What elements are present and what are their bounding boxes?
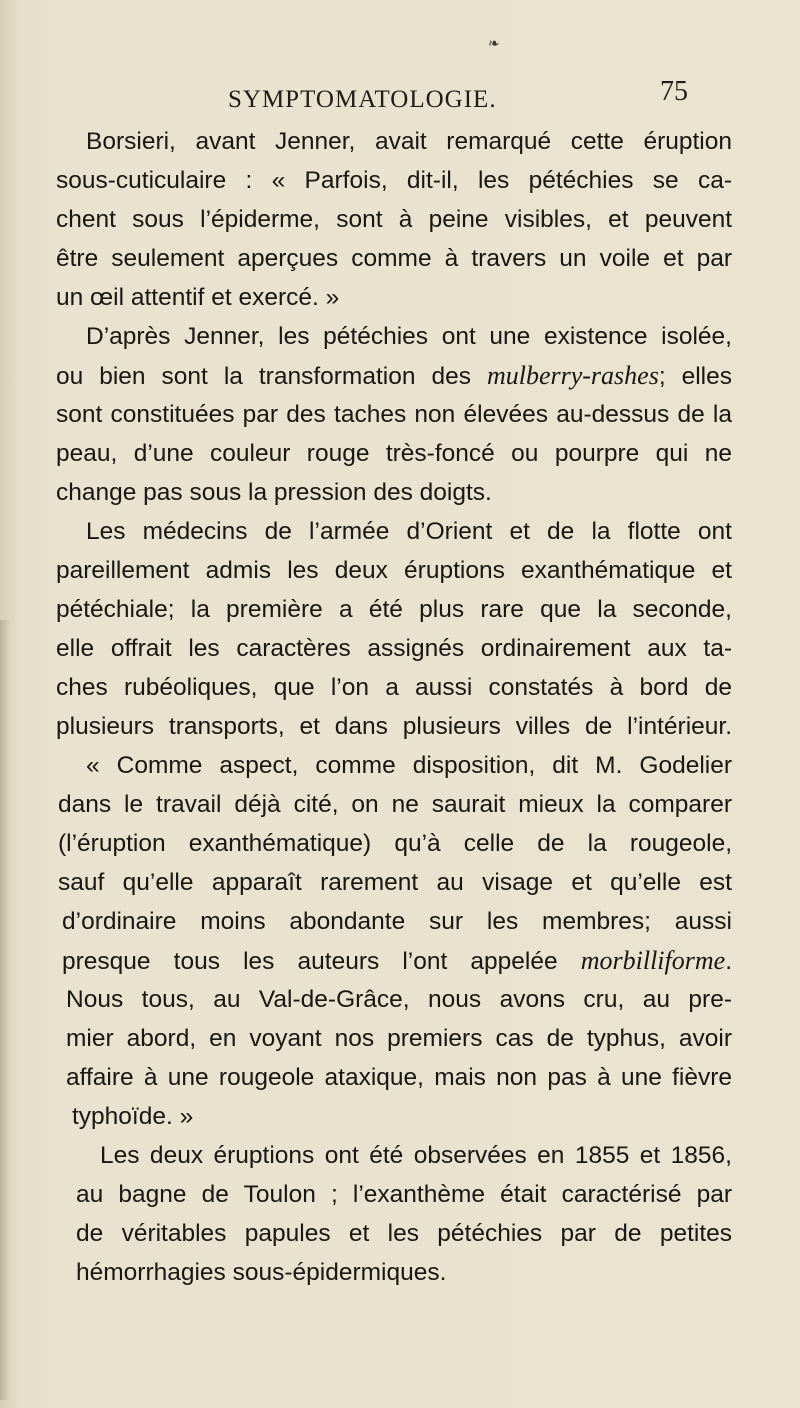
running-head: SYMPTOMATOLOGIE.: [228, 86, 497, 113]
text-line: hémorrhagies sous-épidermiques.: [76, 1259, 447, 1286]
text-fragment: .: [725, 948, 732, 975]
text-fragment: ; elles: [658, 363, 732, 390]
text-line: sauf qu’elle apparaît rarement au visage et qu’elle est: [58, 869, 732, 896]
text-line: ches rubéoliques, que l’on a aussi constatés à bord de: [56, 674, 732, 701]
italic-term: mulberry-rashes: [486, 361, 659, 390]
text-line: au bagne de Toulon ; l’exanthème était caractérisé par: [76, 1181, 732, 1208]
italic-term: morbilliforme: [580, 946, 726, 975]
text-line: Les médecins de l’armée d’Orient et de la flotte ont: [86, 518, 732, 545]
body-text: [56, 122, 732, 1292]
binding-shadow: [0, 620, 10, 1400]
text-line: (l’éruption exanthématique) qu’à celle de la rougeole,: [58, 830, 732, 857]
text-line: un œil attentif et exercé. »: [56, 284, 340, 311]
page-number: 75: [660, 76, 688, 107]
text-line: change pas sous la pression des doigts.: [56, 479, 492, 506]
text-line: pétéchiale; la première a été plus rare que la seconde,: [56, 596, 732, 623]
text-line: mier abord, en voyant nos premiers cas de typhus, avoir: [66, 1025, 732, 1052]
text-fragment: ou bien sont la transformation des: [56, 363, 487, 390]
text-line: sous-cuticulaire : « Parfois, dit-il, les pétéchies se ca-: [56, 167, 732, 194]
text-line: Les deux éruptions ont été observées en 1855 et 1856,: [100, 1142, 732, 1169]
text-line: elle offrait les caractères assignés ordinairement aux ta-: [56, 635, 732, 662]
text-line: de véritables papules et les pétéchies par de petites: [76, 1220, 732, 1247]
text-line: Nous tous, au Val-de-Grâce, nous avons cru, au pre-: [66, 986, 732, 1013]
text-line: être seulement aperçues comme à travers un voile et par: [56, 245, 732, 272]
text-line: « Comme aspect, comme disposition, dit M. Godelier: [86, 752, 732, 779]
text-line: affaire à une rougeole ataxique, mais non pas à une fièvre: [66, 1064, 732, 1091]
text-line: dans le travail déjà cité, on ne saurait mieux la comparer: [58, 791, 732, 818]
text-line: plusieurs transports, et dans plusieurs villes de l’intérieur.: [56, 713, 732, 740]
text-line: [56, 941, 732, 980]
text-line: D’après Jenner, les pétéchies ont une existence isolée,: [86, 323, 732, 350]
text-line: pareillement admis les deux éruptions exanthématique et: [56, 557, 732, 584]
text-line: d’ordinaire moins abondante sur les membres; aussi: [62, 908, 732, 935]
text-line: Borsieri, avant Jenner, avait remarqué cette éruption: [86, 128, 732, 155]
text-fragment: presque tous les auteurs l’ont appelée: [62, 948, 581, 975]
text-line: typhoïde. »: [72, 1103, 194, 1130]
text-line: [56, 356, 732, 395]
text-line: peau, d’une couleur rouge très-foncé ou pourpre qui ne: [56, 440, 732, 467]
text-line: sont constituées par des taches non élevées au-dessus de la: [56, 401, 732, 428]
ornament-mark: ❧: [488, 36, 500, 52]
text-line: chent sous l’épiderme, sont à peine visibles, et peuvent: [56, 206, 732, 233]
